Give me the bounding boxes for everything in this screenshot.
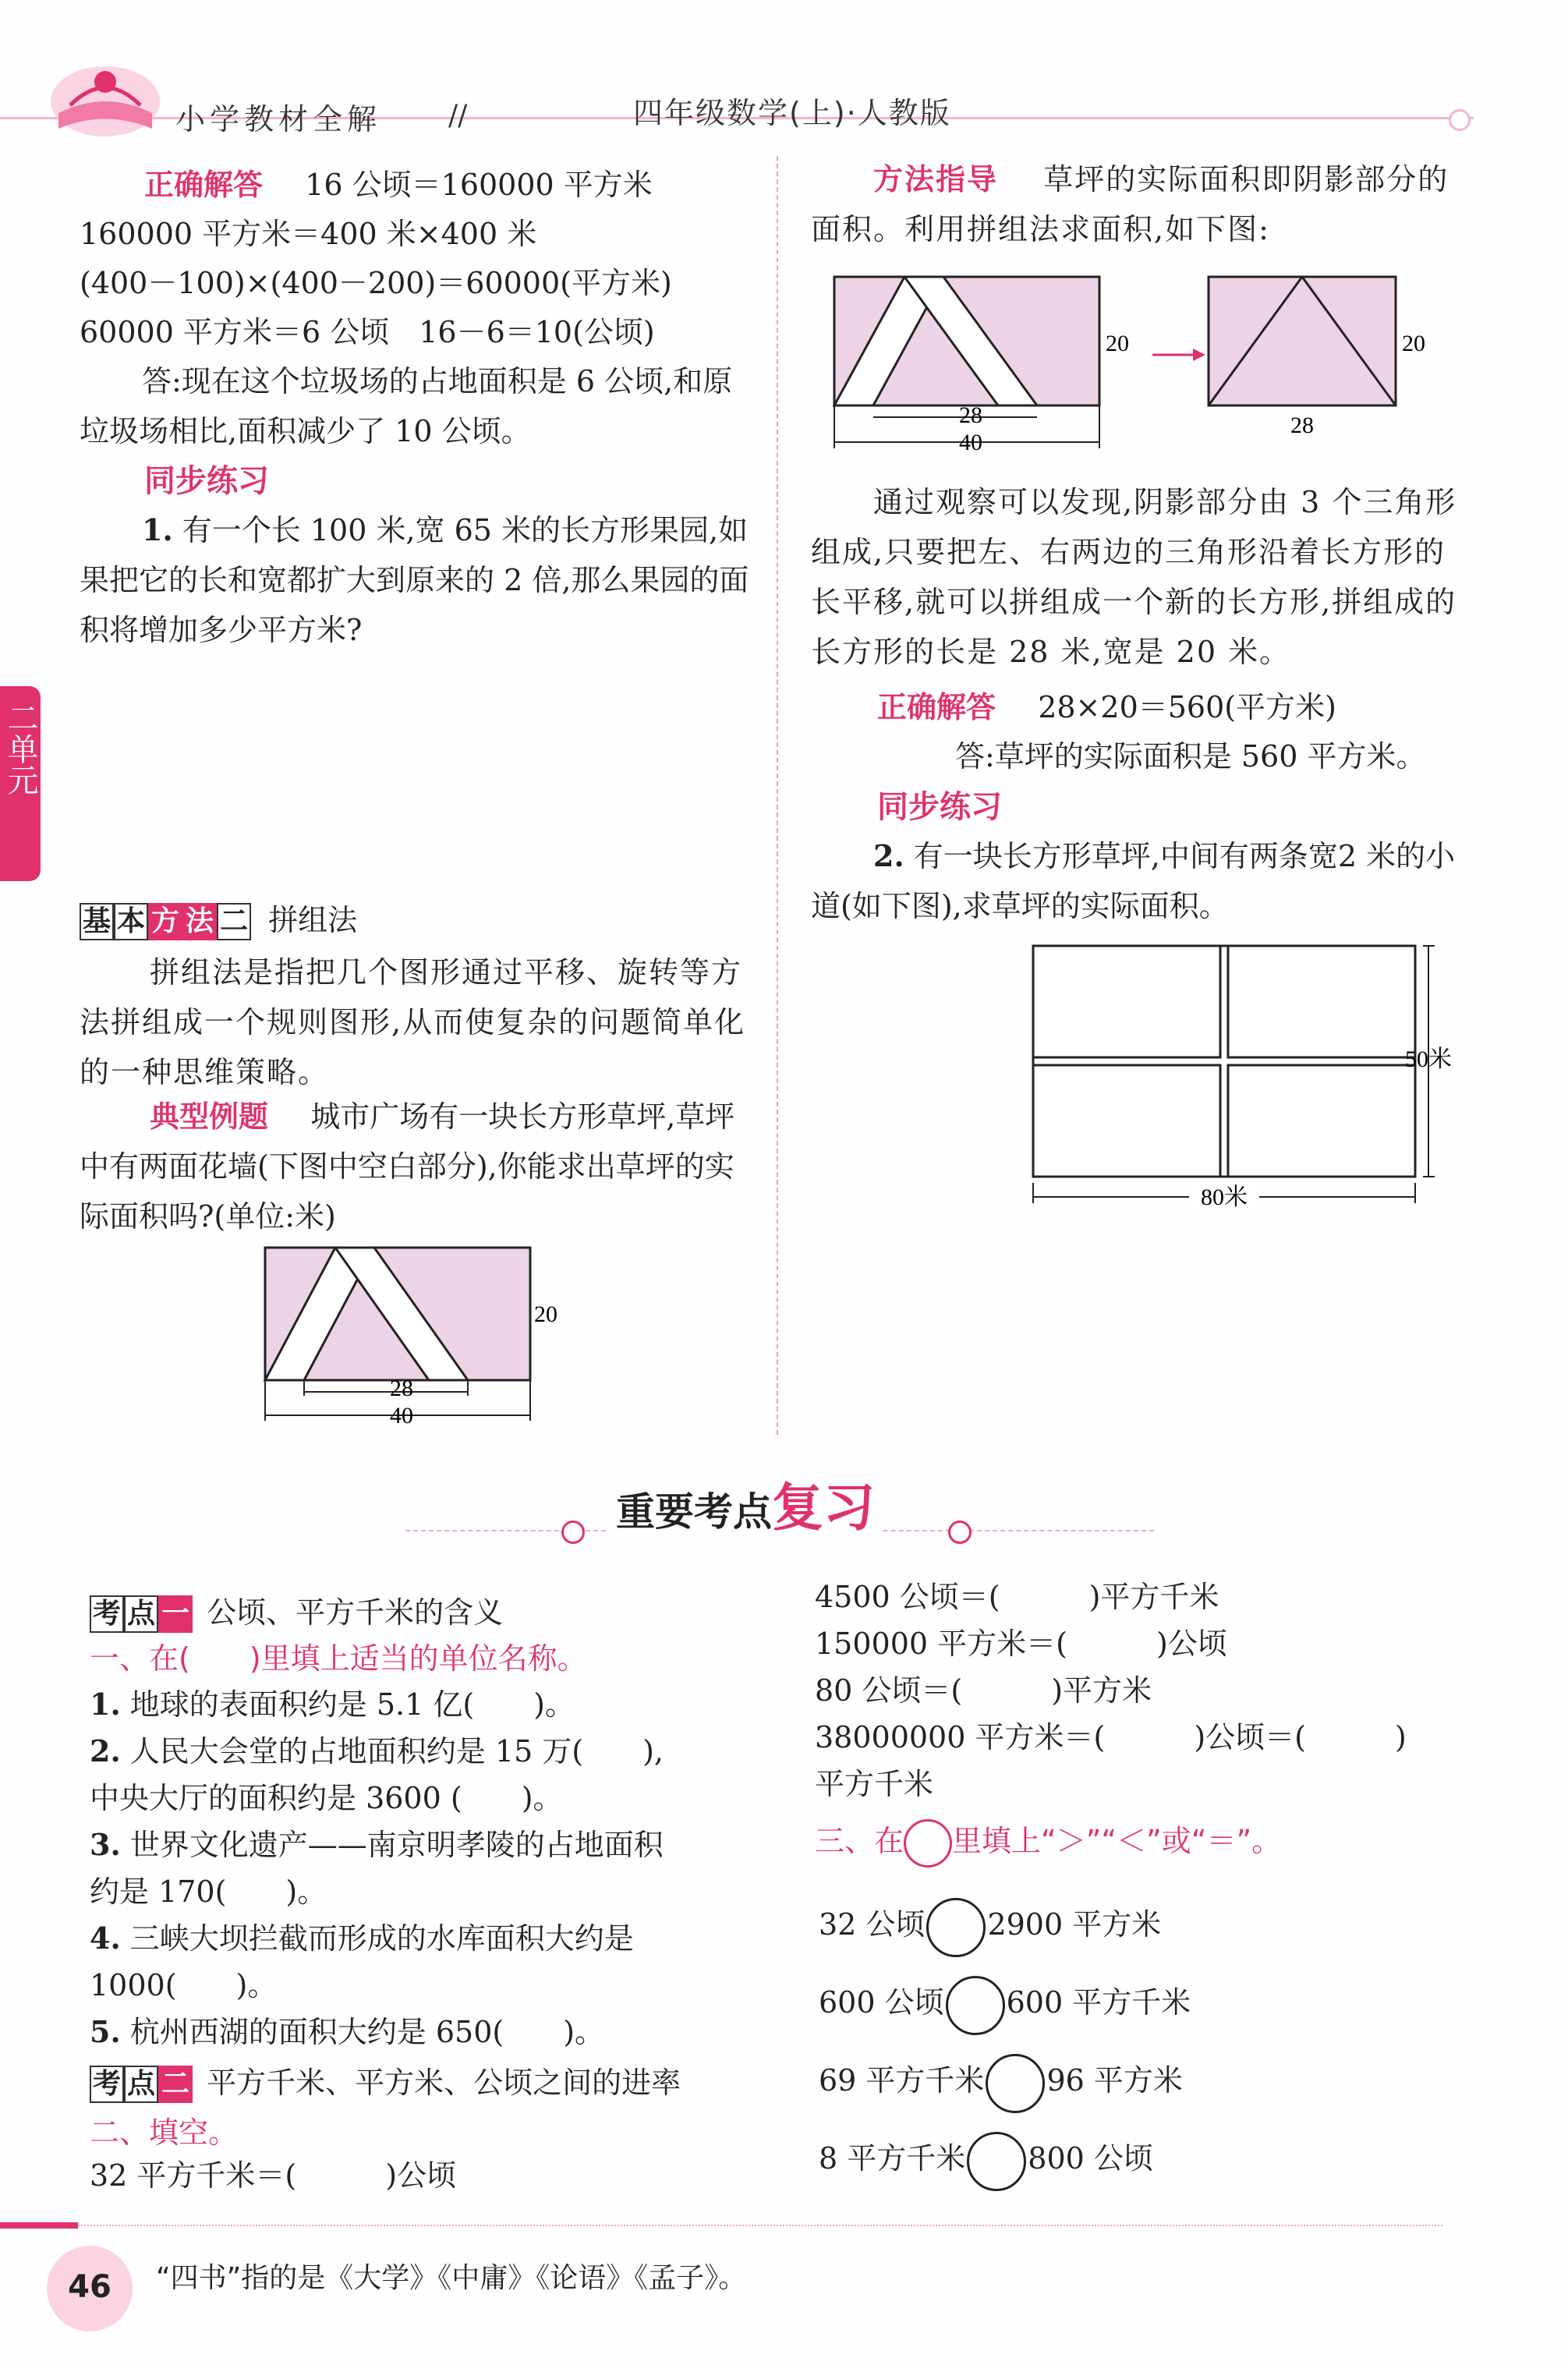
- part1-item-1: [90, 1681, 575, 1728]
- correct-answer-label-right: 正确解答: [877, 690, 996, 724]
- practice-2-number: 2.: [873, 838, 904, 873]
- part2-right-3: 80 公顷＝( )平方米: [815, 1673, 1152, 1708]
- part1-item-5-num: 5.: [90, 2014, 121, 2049]
- part1-item-4: [90, 1915, 634, 1962]
- part2-title: 二、填空。: [90, 2115, 239, 2150]
- part1-item-5-text: 杭州西湖的面积大约是 650( )。: [129, 2015, 605, 2049]
- kd2-tag-2: 点: [124, 2066, 158, 2103]
- part2-right-4: 38000000 平方米＝( )公顷＝( ): [815, 1720, 1407, 1754]
- fig3-height: 50米: [1405, 1046, 1452, 1072]
- compare-row-1: [819, 1893, 1161, 1957]
- part1-item-2-num: 2.: [90, 1733, 121, 1768]
- kd2-title: 平方千米、平方米、公顷之间的进率: [207, 2066, 681, 2100]
- method-heading: [80, 895, 357, 945]
- fig-outer-label: 40: [390, 1403, 413, 1427]
- path-lawn-figure: [1021, 940, 1474, 1213]
- part1-item-3-num: 3.: [90, 1827, 121, 1862]
- part3-title-b: 里填上“＞”“＜”或“＝”。: [952, 1824, 1282, 1858]
- practice-2-text: 有一块长方形草坪,中间有两条宽2 米的小道(如下图),求草坪的实际面积。: [811, 839, 1456, 923]
- part1-item-4-text: 三峡大坝拦截而形成的水库面积大约是: [129, 1921, 634, 1956]
- left-answer-row1: [144, 160, 653, 210]
- part3-title: [815, 1817, 1281, 1868]
- kaodian-2: [90, 2059, 681, 2103]
- compare-2-right: 600 平方千米: [1006, 1985, 1191, 2020]
- kd1-tag-2: 点: [124, 1595, 158, 1633]
- book-logo-icon: [47, 47, 164, 140]
- fig1-outer: 40: [959, 430, 982, 455]
- column-divider: [777, 156, 778, 1435]
- part2-right-2: 150000 平方米＝( )公顷: [815, 1627, 1227, 1661]
- compare-row-4: [819, 2127, 1153, 2191]
- part1-item-5: [90, 2009, 604, 2055]
- right-answer-calc: 28×20＝560(平方米): [1038, 690, 1336, 724]
- fig1-height: 20: [1106, 331, 1129, 356]
- part1-item-1-text: 地球的表面积约是 5.1 亿( )。: [129, 1687, 575, 1722]
- compare-1-circle[interactable]: [926, 1898, 986, 1957]
- kd2-tag-1: 考: [90, 2066, 124, 2103]
- kd1-title: 公顷、平方千米的含义: [207, 1595, 504, 1630]
- method-name: 拼组法: [268, 903, 358, 937]
- review-banner-deco-left: [561, 1521, 585, 1544]
- review-banner-deco-right: [948, 1521, 972, 1544]
- kd1-tag-3: 一: [158, 1595, 193, 1633]
- method-guide: [811, 154, 1466, 254]
- observation: 通过观察可以发现,阴影部分由 3 个三角形组成,只要把左、右两边的三角形沿着长方形的长平移,就可以拼组成一个新的长方形,拼组成的长方形的长是 28 米,宽是 20 米。: [811, 485, 1457, 669]
- fig2-width: 28: [1290, 412, 1314, 438]
- right-answer-text: 答:草坪的实际面积是 560 平方米。: [955, 739, 1426, 774]
- part1-title: 一、在( )里填上适当的单位名称。: [90, 1641, 587, 1676]
- fig-inner-label: 28: [390, 1375, 413, 1401]
- part2-left-item: 32 平方千米＝( )公顷: [90, 2158, 457, 2193]
- part1-item-2: [90, 1728, 664, 1775]
- fig2-height: 20: [1402, 331, 1425, 356]
- part1-item-3: [90, 1822, 664, 1868]
- method-guide-text: 草坪的实际面积即阴影部分的面积。利用拼组法求面积,如下图:: [811, 162, 1449, 246]
- compare-4-left: 8 平方千米: [819, 2141, 966, 2176]
- page-number: 46: [68, 2269, 111, 2305]
- footer-note: “四书”指的是《大学》《中庸》《论语》《孟子》。: [156, 2262, 747, 2294]
- answer-conclusion: 答:现在这个垃圾场的占地面积是 6 公顷,和原垃圾场相比,面积减少了 10 公顷。: [80, 364, 733, 448]
- part1-item-3b-text: 约是 170( )。: [90, 1875, 327, 1909]
- answer-line-1: 16 公顷＝160000 平方米: [305, 168, 653, 202]
- series-title: 小学教材全解: [175, 102, 382, 136]
- kaodian-1: [90, 1588, 503, 1633]
- method-tag-3: 方: [148, 903, 182, 940]
- header-slash: //: [448, 100, 468, 132]
- review-title-a: 重要考点: [616, 1489, 772, 1535]
- part1-item-4-num: 4.: [90, 1921, 121, 1956]
- answer-line-4: 60000 平方米＝6 公顷 16－6＝10(公顷): [80, 315, 655, 349]
- unit-side-tab: [0, 686, 41, 881]
- book-title: 四年级数学(上)·人教版: [633, 96, 951, 130]
- compare-3-circle[interactable]: [986, 2054, 1045, 2113]
- transform-figure: [826, 269, 1466, 464]
- practice-label-left: 同步练习: [144, 463, 269, 499]
- practice-label-right: 同步练习: [877, 789, 1002, 825]
- practice-2: [811, 831, 1466, 931]
- part2-right-5: 平方千米: [815, 1767, 934, 1801]
- answer-line-3: (400－100)×(400－200)＝60000(平方米): [80, 266, 672, 300]
- part1-item-4b: [90, 1962, 277, 2009]
- example-text: 城市广场有一块长方形草坪,草坪中有两面花墙(下图中空白部分),你能求出草坪的实际面积吗?(单位:米): [80, 1099, 735, 1234]
- method-tag-4: 法: [182, 903, 217, 940]
- example-figure: [257, 1240, 585, 1427]
- right-answer: [877, 682, 1336, 732]
- compare-2-left: 600 公顷: [819, 1985, 944, 2020]
- method-description: 拼组法是指把几个图形通过平移、旋转等方法拼组成一个规则图形,从而使复杂的问题简单化的一种思维策略。: [80, 955, 746, 1089]
- compare-4-circle[interactable]: [967, 2132, 1026, 2191]
- practice-1: [80, 505, 750, 655]
- part1-item-2-text: 人民大会堂的占地面积约是 15 万( ),: [129, 1734, 664, 1768]
- compare-2-circle[interactable]: [946, 1976, 1005, 2035]
- compare-4-right: 800 公顷: [1028, 2141, 1153, 2176]
- part1-item-3b: [90, 1868, 327, 1915]
- method-tag-2: 本: [114, 903, 148, 940]
- example: [80, 1092, 750, 1241]
- part2-right-1: 4500 公顷＝( )平方千米: [815, 1580, 1219, 1614]
- review-title: [608, 1466, 883, 1540]
- fig-height-label: 20: [534, 1301, 557, 1327]
- compare-circle-icon: [904, 1819, 952, 1868]
- fig3-width: 80米: [1201, 1184, 1248, 1210]
- kd2-tag-3: 二: [158, 2066, 193, 2103]
- method-guide-label: 方法指导: [873, 162, 999, 196]
- answer-line-2: 160000 平方米＝400 米×400 米: [80, 217, 537, 251]
- correct-answer-label: 正确解答: [144, 168, 264, 202]
- part1-item-4b-text: 1000( )。: [90, 1968, 278, 2002]
- method-tag-1: 基: [80, 903, 114, 940]
- compare-3-left: 69 平方千米: [819, 2063, 985, 2098]
- unit-side-tab-label: 二单元: [2, 702, 38, 795]
- part3-title-a: 三、在: [815, 1824, 904, 1858]
- part1-item-3-text: 世界文化遗产——南京明孝陵的占地面积: [129, 1828, 664, 1862]
- practice-1-text: 有一个长 100 米,宽 65 米的长方形果园,如果把它的长和宽都扩大到原来的 2 倍,那么果园的面积将增加多少平方米?: [80, 513, 749, 647]
- review-title-b: 复习: [772, 1478, 875, 1538]
- example-label: 典型例题: [150, 1099, 269, 1134]
- compare-row-2: [819, 1971, 1191, 2035]
- footer-line: [78, 2225, 1442, 2226]
- compare-1-right: 2900 平方米: [987, 1907, 1162, 1942]
- compare-row-3: [819, 2049, 1183, 2113]
- fig1-inner: 28: [959, 402, 982, 428]
- part1-item-2b-text: 中央大厅的面积约是 3600 ( )。: [90, 1781, 563, 1815]
- part1-item-1-num: 1.: [90, 1687, 121, 1722]
- header-dot: [1449, 109, 1471, 131]
- practice-1-number: 1.: [142, 512, 173, 547]
- compare-3-right: 96 平方米: [1046, 2063, 1183, 2098]
- compare-1-left: 32 公顷: [819, 1907, 926, 1942]
- method-tag-5: 二: [217, 903, 251, 940]
- footer-bar: [0, 2222, 78, 2229]
- part1-item-2b: [90, 1775, 563, 1822]
- kd1-tag-1: 考: [90, 1595, 124, 1633]
- book-logo: [47, 47, 164, 140]
